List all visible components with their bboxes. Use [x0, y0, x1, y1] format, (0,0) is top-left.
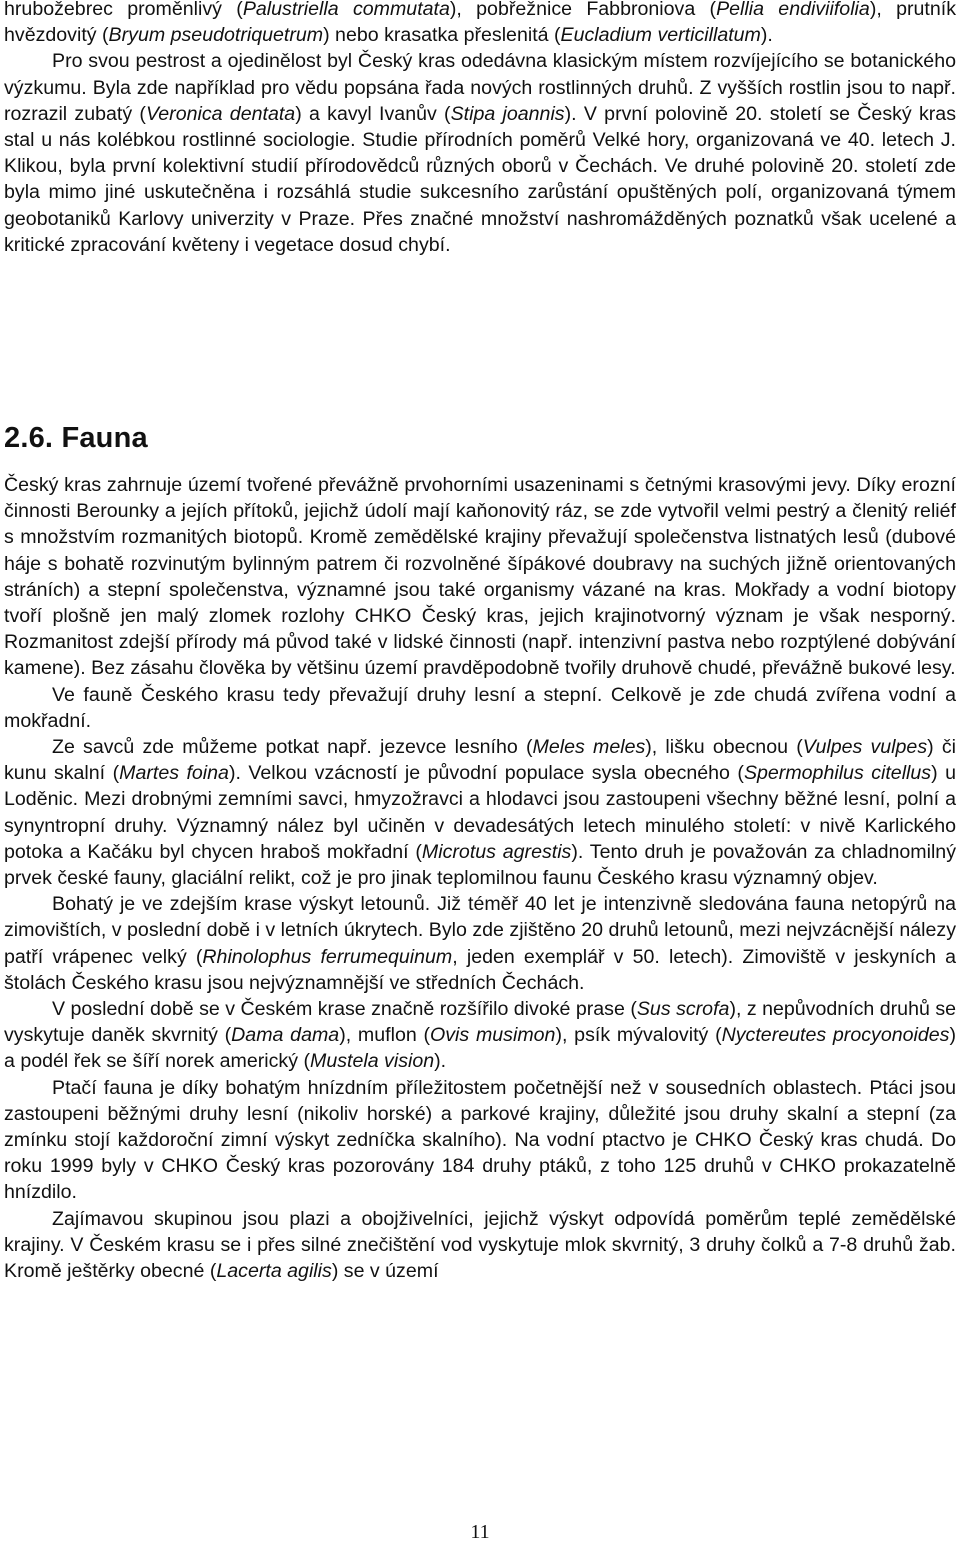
text-run: ). V první polovině 20. století se Český kras stal u nás kolébkou rostlinné sociologie. Studie přírodních poměrů Velké hory, organizovaná ve 40. letech J. Klikou, byla první kolektivní studií přírodovědců různých oborů v Čechách. Ve druhé polovině 20. století zde byla mimo jiné uskutečněna i rozsáhlá studie sukcesního zarůstání opuštěných polí, organizovaná týmem geobotaniků Karlovy univerzity v Praze. Přes značné množství nashromážděných poznatků však ucelené a kritické zpracování květeny i vegetace dosud chybí.	[4, 102, 956, 256]
taxon-name: Ovis musimon	[430, 1024, 556, 1047]
text-run: ).	[760, 24, 773, 47]
text-run: ) u Loděnic. Mezi drobnými zemními savci, hmyzožravci a hlodavci jsou zastoupeni všechny běžné lesní, polní a synyntropní druhy. Významný nález byl učiněn v devadesátých letech minulého století: v nivě Karlického potoka a Kačáku byl chycen hraboš mokřadní (	[4, 762, 956, 863]
text-run: Ze savců zde můžeme potkat např. jezevce lesního (	[52, 736, 533, 759]
taxon-name: Nyctereutes procyonoides	[721, 1024, 950, 1047]
taxon-name: Sus scrofa	[636, 998, 730, 1021]
text-run: Ve fauně Českého krasu tedy převažují druhy lesní a stepní. Celkově je zde chudá zvířena vodní a mokřadní.	[4, 683, 956, 732]
taxon-name: Stipa joannis	[450, 102, 565, 125]
paragraph-botanical-research	[4, 48, 956, 258]
taxon-name: Spermophilus citellus	[743, 762, 932, 785]
text-run: ) či kunu skalní (	[4, 736, 956, 785]
page-number: 11	[470, 1521, 490, 1543]
taxon-name: Vulpes vulpes	[802, 736, 928, 759]
fauna-paragraph	[4, 996, 956, 1075]
text-run: ), prutník hvězdovitý (	[4, 0, 956, 47]
fauna-paragraph	[4, 1206, 956, 1285]
text-run: ) se v území	[331, 1260, 439, 1283]
taxon-name: Microtus agrestis	[421, 840, 572, 863]
taxon-name: Mustela vision	[310, 1050, 435, 1073]
section-heading	[4, 422, 148, 455]
text-run: Pro svou pestrost a ojedinělost byl Český kras odedávna klasickým místem rozvíjejícího se botanického výzkumu. Byla zde například pro vědu popsána řada nových rostlinných druhů. Z vyšších rostlin jsou to např. rozrazil zubatý (	[4, 50, 956, 125]
text-run: ). Velkou vzácností je původní populace sysla obecného (	[228, 762, 744, 785]
intro-text-block	[4, 0, 956, 258]
fauna-text-block	[4, 472, 956, 1284]
text-run: Český kras zahrnuje území tvořené převážně prvohorními usazeninami s četnými krasovými jevy. Díky erozní činnosti Berounky a jejích přítoků, jejichž údolí mají kaňonovitý ráz, se zde vytvořil velmi pestrý a členitý reliéf s množstvím rozmanitých biotopů. Kromě zemědělské krajiny převažují společenstva listnatých lesů (dubové háje s bohatě rozvinutým bylinným patrem či rozvolněné šípákové doubravy na suchých jižně orientovaných stráních) a stepní společenstva, významné jsou také organismy vázané na kras. Mokřady a vodní biotopy tvoří plošně jen malý zlomek rozlohy CHKO Český kras, jejich krajinotvorný význam je však nesporný. Rozmanitost zdejší přírody má původ také v lidské činnosti (např. intenzivní pastva nebo rozptýlené dobývání kamene). Bez zásahu člověka by většinu území pravděpodobně tvořily druhově chudé, převážně bukové lesy.	[4, 474, 956, 680]
taxon-name: Pellia endiviifolia	[716, 0, 870, 20]
taxon-name: Lacerta agilis	[216, 1260, 332, 1283]
section-number: 2.6.	[4, 422, 54, 454]
taxon-name: Meles meles	[532, 736, 646, 759]
taxon-name: Rhinolophus ferrumequinum	[202, 945, 453, 968]
text-run: Ptačí fauna je díky bohatým hnízdním příležitostem početnější než v sousedních oblastech. Ptáci jsou zastoupeni běžnými druhy lesní (nikoliv horské) a parkové krajiny, důležité jsou druhy skalní a stepní (za zmínku stojí každoroční zimní výskyt zedníčka skalního). Na vodní ptactvo je CHKO Český kras chudá. Do roku 1999 byly v CHKO Český kras pozorovány 184 druhy ptáků, z toho 125 druhů v CHKO prokazatelně hnízdilo.	[4, 1076, 956, 1204]
text-run: ), pobřežnice Fabbroniova (	[449, 0, 717, 20]
text-run: ), lišku obecnou (	[645, 736, 803, 759]
fauna-paragraph	[4, 891, 956, 996]
taxon-name: Veronica dentata	[145, 102, 296, 125]
taxon-name: Dama dama	[231, 1024, 340, 1047]
fauna-paragraph	[4, 1075, 956, 1206]
taxon-name: Eucladium verticillatum	[560, 24, 761, 47]
text-run: ) a podél řek se šíří norek americký (	[4, 1024, 956, 1073]
text-run: ) nebo krasatka přeslenitá (	[323, 24, 561, 47]
fauna-paragraph	[4, 472, 956, 682]
paragraph-bryophytes	[4, 0, 956, 48]
fauna-paragraph	[4, 682, 956, 734]
section-title: Fauna	[61, 422, 148, 454]
text-run: , jeden exemplář v 50. letech). Zimoviště v jeskyních a štolách Českého krasu jsou nejvýznamnější ve středních Čechách.	[4, 945, 957, 994]
text-run: ), psík mývalovitý (	[555, 1024, 722, 1047]
text-run: ) a kavyl Ivanův (	[295, 102, 451, 125]
text-run: ), z nepůvodních druhů se vyskytuje daněk skvrnitý (	[4, 998, 957, 1047]
fauna-paragraph	[4, 734, 956, 891]
text-run: V poslední době se v Českém krase značně rozšířilo divoké prase (	[52, 998, 637, 1021]
text-run: ).	[434, 1050, 447, 1073]
text-run: Zajímavou skupinou jsou plazi a obojživelníci, jejichž výskyt odpovídá poměrům teplé zemědělské krajiny. V Českém krasu se i přes silné znečištění vod vyskytuje mlok skvrnitý, 3 druhy čolků a 7-8 druhů žab. Kromě ještěrky obecné (	[4, 1207, 956, 1283]
taxon-name: Martes foina	[119, 762, 229, 785]
text-run: Bohatý je ve zdejším krase výskyt letounů. Již téměř 40 let je intenzivně sledována fauna netopýrů na zimovištích, v poslední době i v letních úkrytech. Bylo zde zjištěno 20 druhů letounů, mezi nejvzácnější nálezy patří vrápenec velký (	[4, 893, 956, 968]
text-run: ). Tento druh je považován za chladnomilný prvek české fauny, glaciální relikt, což je pro jinak teplomilnou faunu Českého krasu významný objev.	[4, 840, 956, 890]
taxon-name: Palustriella commutata	[242, 0, 450, 20]
text-run: ), muflon (	[339, 1024, 431, 1047]
taxon-name: Bryum pseudotriquetrum	[108, 24, 324, 47]
text-run: hrubožebrec proměnlivý (	[4, 0, 243, 20]
